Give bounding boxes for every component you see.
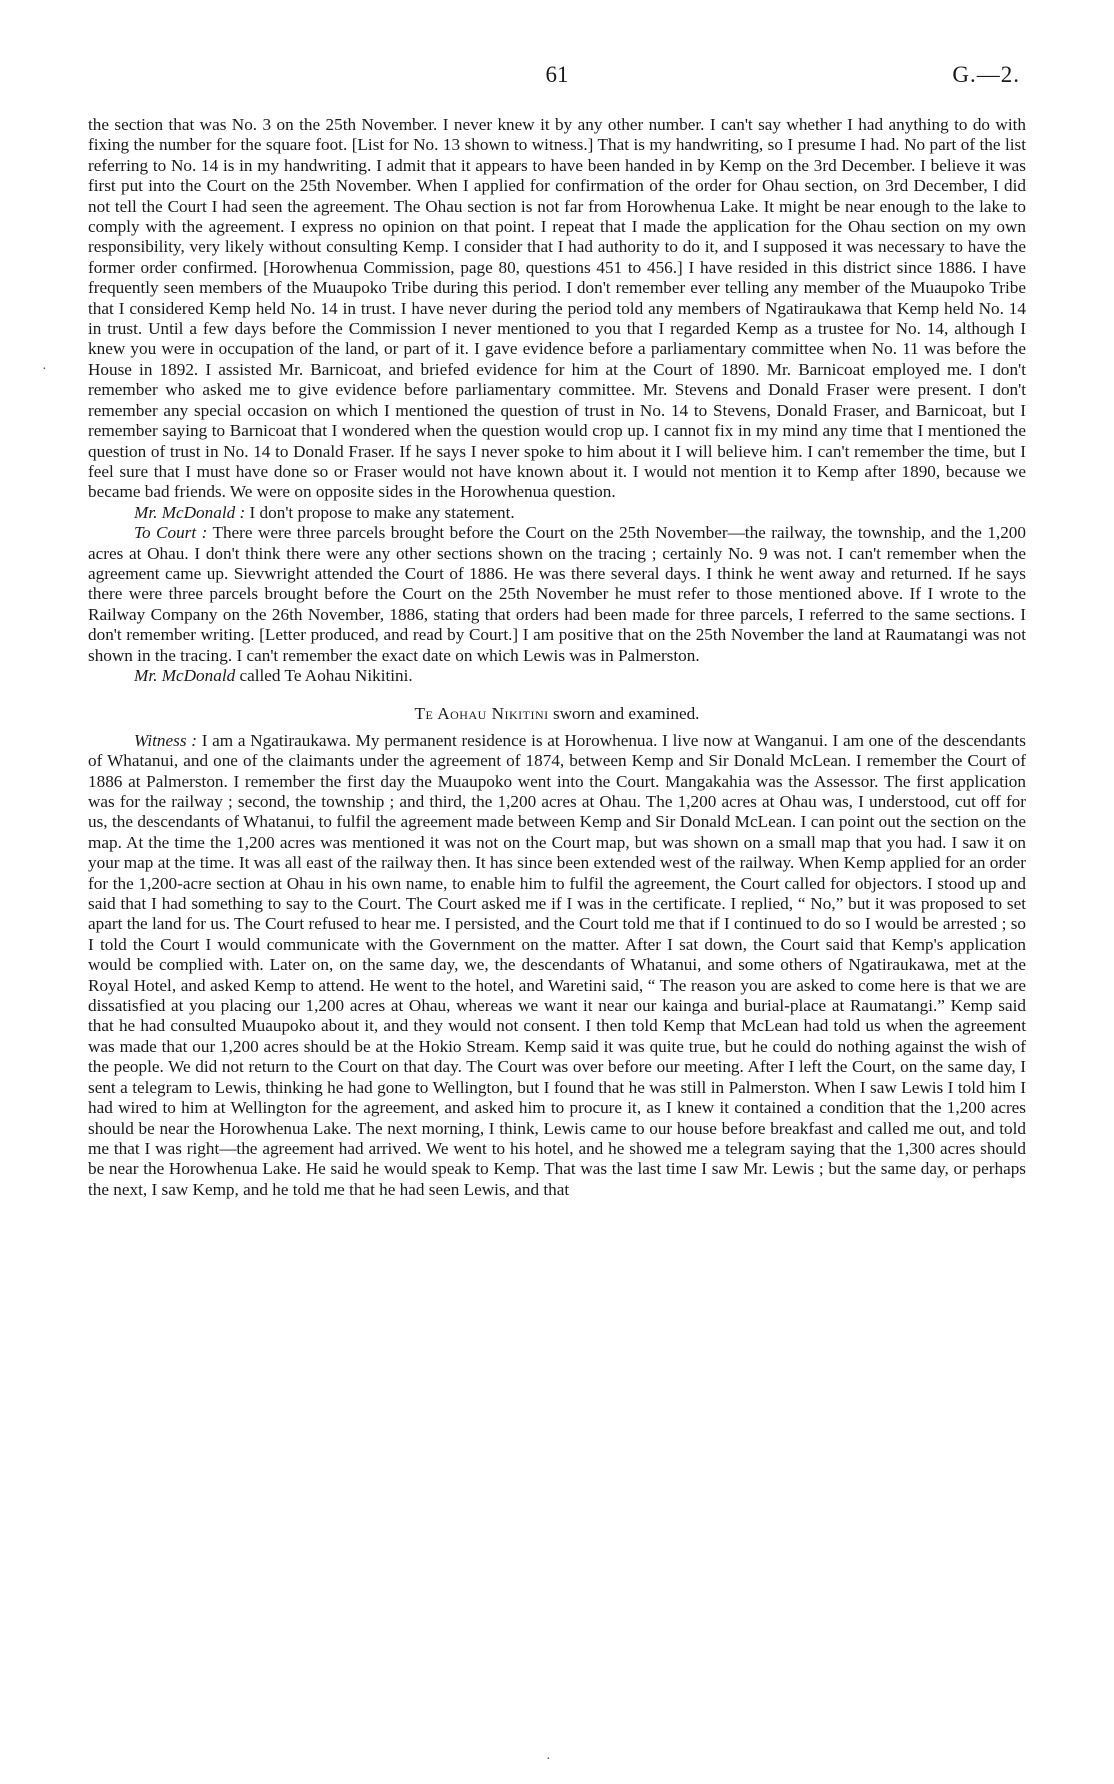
- margin-mark: ·: [546, 1752, 551, 1767]
- paragraph-text: I am a Ngatiraukawa. My permanent residence is at Horowhenua. I live now at Wanganui. I am one of the descendants of Whatanui, and one of the claimants under the agreement of 1874, between Kemp and Sir Donald McLean. I remember the Court of 1886 at Palmerston. I remember the first day the Muaupoko went into the Court. Mangakahia was the Assessor. The first application was for the railway ; second, the township ; and third, the 1,200 acres at Ohau. The 1,200 acres at Ohau was, I understood, cut off for us, the descendants of Whatanui, to fulfil the agreement made between Kemp and Sir Donald McLean. I can point out the section on the map. At the time the 1,200 acres was mentioned it was not on the Court map, but was shown on a small map that you had. I saw it on your map at the time. It was all east of the railway then. It has since been extended west of the railway. When Kemp applied for an order for the 1,200-acre section at Ohau in his own name, to enable him to fulfil the agreement, the Court called for objectors. I stood up and said that I had something to say to the Court. The Court asked me if I was in the certificate. I replied, “ No,” but it was proposed to set apart the land for us. The Court refused to hear me. I persisted, and the Court told me that if I continued to do so I would be arrested ; so I told the Court I would communicate with the Government on the matter. After I sat down, the Court said that Kemp's application would be complied with. Later on, on the same day, we, the descendants of Whatanui, and some others of Ngatiraukawa, met at the Royal Hotel, and asked Kemp to attend. He went to the hotel, and Waretini said, “ The reason you are asked to come here is that we are dissatisfied at you placing our 1,200 acres at Ohau, whereas we want it near our kainga and burial-place at Raumatangi.” Kemp said that he had consulted Muaupoko about it, and they would not consent. I then told Kemp that McLean had told us when the agreement was made that our 1,200 acres should be at the Hokio Stream. Kemp said it was quite true, but he could do nothing against the wish of the people. We did not return to the Court on that day. The Court was over before our meeting. After I left the Court, on the same day, I sent a telegram to Lewis, thinking he had gone to Wellington, but I found that he was still in Palmerston. When I saw Lewis I told him I had wired to him at Wellington for the agreement, and asked him to procure it, as I knew it contained a condition that the 1,200 acres should be near the Horowhenua Lake. The next morning, I think, Lewis came to our house before breakfast and called me out, and told me that I was right—the agreement had arrived. We went to his hotel, and he showed me a telegram saying that the 1,300 acres should be near the Horowhenua Lake. He said he would speak to Kemp. That was the last time I saw Mr. Lewis ; but the same day, or perhaps the next, I saw Kemp, and he told me that he had seen Lewis, and that: [88, 730, 1026, 1199]
- paragraph-text: I don't propose to make any statement.: [245, 502, 515, 522]
- speaker-label: To Court :: [134, 523, 208, 543]
- page-header: [0, 62, 1114, 96]
- page-number: 61: [545, 62, 569, 87]
- speaker-label: Mr. McDonald :: [134, 502, 246, 522]
- speaker-label: Mr. McDonald: [134, 665, 236, 685]
- paragraph-to-court: [88, 523, 1026, 666]
- section-heading: [88, 704, 1026, 724]
- paragraph-called-witness: [88, 666, 1026, 686]
- paragraph-witness-testimony: [88, 731, 1026, 1200]
- document-body: [88, 115, 1026, 1200]
- heading-text: sworn and examined.: [548, 704, 700, 724]
- document-reference: G.—2.: [952, 62, 1020, 87]
- witness-name: Te Aohau Nikitini: [414, 704, 549, 724]
- paragraph-text: called Te Aohau Nikitini.: [235, 665, 413, 685]
- paragraph-continuation: the section that was No. 3 on the 25th November. I never knew it by any other number. I can't say whether I had anything to do with fixing the number for the square foot. [List for No. 13 shown to witness.] That is my handwriting, so I presume I had. No part of the list referring to No. 14 is in my handwriting. I admit that it appears to have been handed in by Kemp on the 3rd December. I believe it was first put into the Court on the 25th November. When I applied for confirmation of the order for Ohau section, on 3rd December, I did not tell the Court I had seen the agreement. The Ohau section is not far from Horowhenua Lake. It might be near enough to the lake to comply with the agreement. I express no opinion on that point. I repeat that I made the application for the Ohau section on my own responsibility, very likely without consulting Kemp. I consider that I had authority to do it, and I supposed it was necessary to have the former order confirmed. [Horowhenua Commission, page 80, questions 451 to 456.] I have resided in this district since 1886. I have frequently seen members of the Muaupoko Tribe during this period. I don't remember ever telling any member of the Muaupoko Tribe that I considered Kemp held No. 14 in trust. I have never during the period told any members of Ngatiraukawa that Kemp held No. 14 in trust. Until a few days before the Commission I never mentioned to you that I regarded Kemp as a trustee for No. 14, although I knew you were in occupation of the land, or part of it. I gave evidence before a parliamentary committee when No. 11 was before the House in 1892. I assisted Mr. Barnicoat, and briefed evidence for him at the Court of 1890. Mr. Barnicoat employed me. I don't remember who asked me to give evidence before parliamentary committee. Mr. Stevens and Donald Fraser were present. I don't remember any special occasion on which I mentioned the question of trust in No. 14 to Stevens, Donald Fraser, and Barnicoat, but I remember saying to Barnicoat that I wondered when the question would crop up. I cannot fix in my mind any time that I mentioned the question of trust in No. 14 to Donald Fraser. If he says I never spoke to him about it I will believe him. I can't remember the time, but I feel sure that I must have done so or Fraser would not have known about it. I would not mention it to Kemp after 1890, because we became bad friends. We were on opposite sides in the Horowhenua question.: [88, 115, 1026, 502]
- margin-mark: ·: [42, 362, 47, 377]
- paragraph-text: There were three parcels brought before the Court on the 25th November—the railway, the township, and the 1,200 acres at Ohau. I don't think there were any other sections shown on the tracing ; certainly No. 9 was not. I can't remember when the agreement came up. Sievwright attended the Court of 1886. He was there several days. I think he went away and returned. If he says there were three parcels brought before the Court on the 25th November he must refer to those mentioned above. If I wrote to the Railway Company on the 26th November, 1886, stating that orders had been made for three parcels, I referred to the same sections. I don't remember writing. [Letter produced, and read by Court.] I am positive that on the 25th November the land at Raumatangi was not shown in the tracing. I can't remember the exact date on which Lewis was in Palmerston.: [88, 523, 1026, 665]
- speaker-label: Witness :: [134, 730, 197, 750]
- paragraph-mcdonald-statement: [88, 503, 1026, 523]
